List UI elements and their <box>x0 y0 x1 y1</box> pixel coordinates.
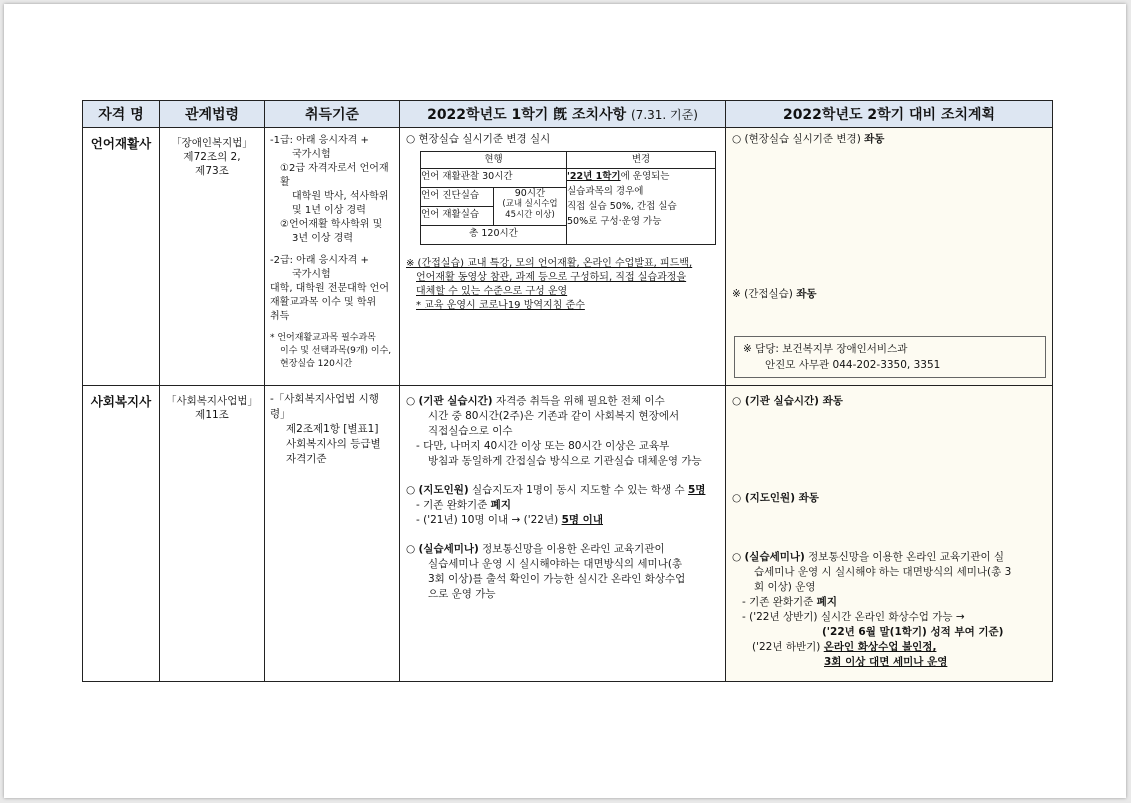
header-row <box>83 101 1053 128</box>
qualification-cell: 언어재활사 <box>83 128 160 386</box>
criteria-cell: -「사회복지사업법 시행령」 제2조제1항 [별표1] 사회복지사의 등급별 자격기준 <box>265 386 400 682</box>
criteria-cell: -1급: 아래 응시자격 + 국가시험 ①2급 자격자로서 언어재활 대학원 박사, 석사학위 및 1년 이상 경력 ②언어재활 학사학위 및 3년 이상 경력 -2급: 아래 응시자격 + 국가시험 대학, 대학원 전문대학 언어 재활교과목 이수 및 학위 취득 * 언어재활교과목 필수과목 이수 및 선택과목(9개) 이수, 현장실습 120시간 <box>265 128 400 386</box>
qualification-cell: 사회복지사 <box>83 386 160 682</box>
header-qualification: 자격 명 <box>83 101 160 128</box>
row-speech-therapist <box>83 128 1053 386</box>
header-related-law: 관계법령 <box>160 101 265 128</box>
measures-table <box>82 100 1053 682</box>
contact-box: ※ 담당: 보건복지부 장애인서비스과 안진모 사무관 044-202-3350, 3351 <box>734 336 1046 378</box>
header-plan: 2022학년도 2학기 대비 조치계획 <box>726 101 1053 128</box>
done-cell: ○ 현장실습 실시기준 변경 실시 현행 변경 언어 재활관찰 30시간 '22년 1학기에 운영되는 실습과목의 경우에 직접 실습 50%, 간접 실습 50%로 구성·운영 가능 언어 진단실습 90시간 (교내 실시수업 45시간 이상) 언어 재활실습 총 120시간 ※ (간접실습) 교내 특강, 모의 언어재활, 온라인 수업발표, 피드백, 언어재활 동영상 참관, 과제 등으로 구성하되, 직접 실습과정을 대체할 수 있는 수준으로 구성 운영 * 교육 운영시 코로나19 방역지침 준수 <box>400 128 726 386</box>
done-title: ○ 현장실습 실시기준 변경 실시 <box>406 133 551 145</box>
document-page <box>4 4 1126 798</box>
row-social-worker <box>83 386 1053 682</box>
plan-cell: ○ (현장실습 실시기준 변경) 좌동 ※ (간접실습) 좌동 ※ 담당: 보건복지부 장애인서비스과 안진모 사무관 044-202-3350, 3351 <box>726 128 1053 386</box>
done-cell: ○ (기관 실습시간) 자격증 취득을 위해 필요한 전체 이수 시간 중 80시간(2주)은 기존과 같이 사회복지 현장에서 직접실습으로 이수 - 다만, 나머지 40시간 이상 또는 80시간 이상은 교육부 방침과 동일하게 간접실습 방식으로 기관실습 대체운영 가능 ○ (지도인원) 실습지도자 1명이 동시 지도할 수 있는 학생 수 5명 - 기존 완화기준 폐지 - ('21년) 10명 이내 → ('22년) 5명 이내 ○ (실습세미나) 정보통신망을 이용한 온라인 교육기관이 실습세미나 운영 시 실시해야하는 대면방식의 세미나(총 3회 이상)를 출석 확인이 가능한 실시간 온라인 화상수업 으로 운영 가능 <box>400 386 726 682</box>
header-criteria: 취득기준 <box>265 101 400 128</box>
header-done-measures: 2022학년도 1학기 旣 조치사항 (7.31. 기준) <box>400 101 726 128</box>
plan-cell: ○ (기관 실습시간) 좌동 ○ (지도인원) 좌동 ○ (실습세미나) 정보통신망을 이용한 온라인 교육기관이 실 습세미나 운영 시 실시해야 하는 대면방식의 세미나(총 3 회 이상) 운영 - 기존 완화기준 폐지 - ('22년 상반기) 실시간 온라인 화상수업 가능 → ('22년 6월 말(1학기) 성적 부여 기준) ('22년 하반기) 온라인 화상수업 불인정, 3회 이상 대면 세미나 운영 <box>726 386 1053 682</box>
law-cell: 「장애인복지법」 제72조의 2, 제73조 <box>160 128 265 386</box>
practice-hours-table: 현행 변경 언어 재활관찰 30시간 '22년 1학기에 운영되는 실습과목의 경우에 직접 실습 50%, 간접 실습 50%로 구성·운영 가능 언어 진단실습 90시간 (교내 실시수업 45시간 이상) 언어 재활실습 총 120시간 <box>420 151 716 245</box>
law-cell: 「사회복지사업법」 제11조 <box>160 386 265 682</box>
